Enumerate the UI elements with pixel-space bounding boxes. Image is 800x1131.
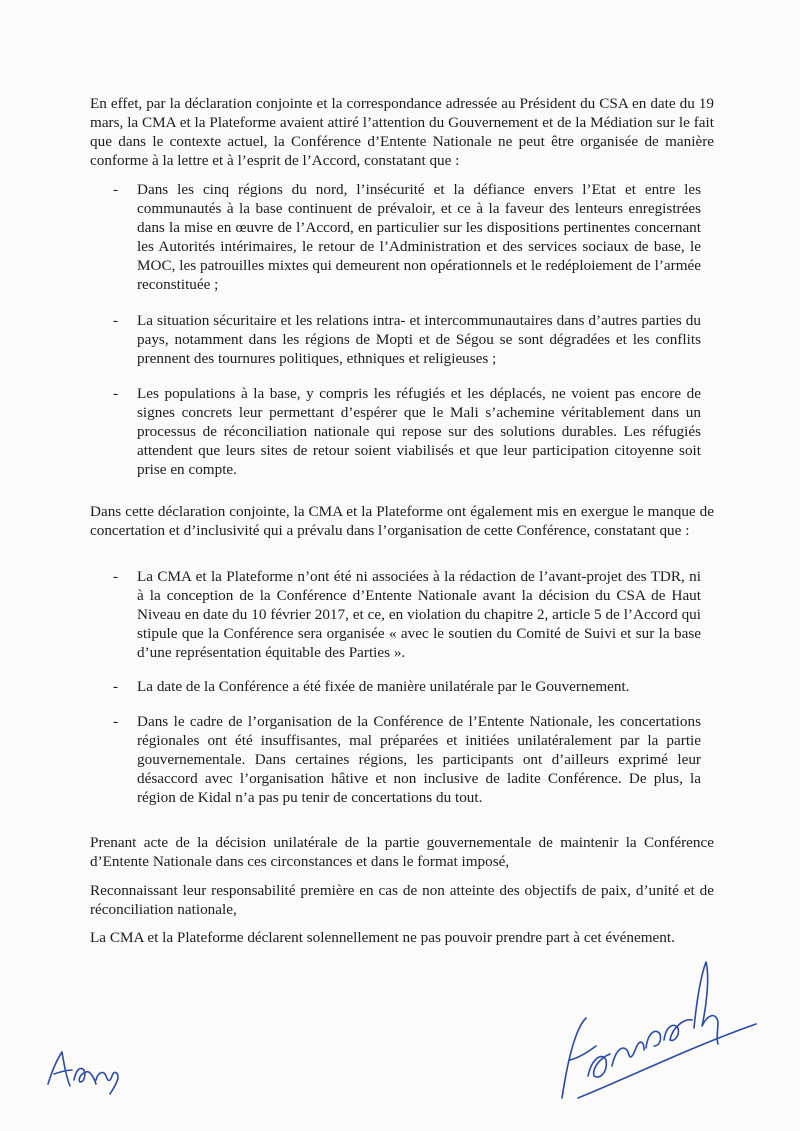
- list-dash: -: [113, 181, 119, 198]
- list-item: [113, 677, 701, 696]
- list-item-text: La CMA et la Plateforme n’ont été ni associées à la rédaction de l’avant-projet des TDR, ni à la conception de la Conférence d’Entente Nationale avant la décision du CSA de Haut Niveau en date du 10 février 2017, et ce, en violation du chapitre 2, article 5 de l’Accord qui stipule que la Conférence sera organisée « avec le soutien du Comité de Suivi et sur la base d’une représentation équitable des Parties ».: [137, 568, 701, 662]
- list-item-text: Dans les cinq régions du nord, l’insécurité et la défiance envers l’Etat et entre les communautés à la base continuent de prévaloir, et ce à la faveur des lenteurs enregistrées dans la mise en œuvre de l’Accord, en particulier sur les dispositions pertinentes concernant les Autorités intérimaires, le retour de l’Administration et des services sociaux de base, le MOC, les patrouilles mixtes qui demeurent non opérationnels et le redéploiement de l’armée reconstituée ;: [137, 181, 701, 294]
- list-item: [113, 180, 701, 295]
- responsibility-paragraph: Reconnaissant leur responsabilité première en cas de non atteinte des objectifs de paix, d’unité et de réconciliation nationale,: [90, 882, 714, 919]
- conclusion-paragraph: La CMA et la Plateforme déclarent solennellement ne pas pouvoir prendre part à cet événement.: [90, 929, 675, 946]
- list-item-text: Dans le cadre de l’organisation de la Conférence de l’Entente Nationale, les concertations régionales ont été insuffisantes, mal préparées et initiées unilatéralement par la partie gouvernementale. Dans certaines régions, les participants ont d’ailleurs exprimé leur désaccord avec l’organisation hâtive et non inclusive de ladite Conférence. De plus, la région de Kidal n’a pas pu tenir de concertations du tout.: [137, 712, 701, 806]
- intro-paragraph: En effet, par la déclaration conjointe et la correspondance adressée au Président du CSA en date du 19 mars, la CMA et la Plateforme avaient attiré l’attention du Gouvernement et de la Médiation sur le fait que dans le contexte actuel, la Conférence d’Entente Nationale ne peut être organisée de manière conforme à la lettre et à l’esprit de l’Accord, constatant que :: [90, 95, 714, 170]
- list-item-text: La situation sécuritaire et les relations intra- et intercommunautaires dans d’autres parties du pays, notamment dans les régions de Mopti et de Ségou se sont dégradées et les conflits prennent des tournures politiques, ethniques et religieuses ;: [137, 311, 701, 367]
- list-dash: -: [113, 568, 119, 585]
- list-dash: -: [113, 678, 119, 696]
- acknowledgement-paragraph: Prenant acte de la décision unilatérale de la partie gouvernementale de maintenir la Conférence d’Entente Nationale dans ces circonstances et dans le format imposé,: [90, 834, 714, 871]
- list-item: [113, 712, 701, 807]
- security-observations-list: [113, 180, 701, 479]
- list-item: [113, 311, 701, 368]
- declaration-paragraph: Dans cette déclaration conjointe, la CMA et la Plateforme ont également mis en exergue le manque de concertation et d’inclusivité qui a prévalu dans l’organisation de cette Conférence, constatant que :: [90, 503, 714, 540]
- list-dash: -: [113, 311, 119, 329]
- list-dash: -: [113, 712, 119, 730]
- right-signature: [548, 948, 768, 1108]
- left-signature: [40, 1040, 130, 1100]
- list-item: [113, 567, 701, 662]
- list-item: [113, 384, 701, 479]
- list-item-text: La date de la Conférence a été fixée de manière unilatérale par le Gouvernement.: [137, 678, 630, 696]
- list-item-text: Les populations à la base, y compris les réfugiés et les déplacés, ne voient pas encore de signes concrets leur permettant d’espérer que le Mali s’achemine véritablement dans un processus de réconciliation nationale qui repose sur des solutions durables. Les réfugiés attendent que leurs sites de retour soient viabilisés et que leur participation citoyenne soit prise en compte.: [137, 384, 701, 479]
- list-dash: -: [113, 384, 119, 402]
- concertation-observations-list: [113, 567, 701, 807]
